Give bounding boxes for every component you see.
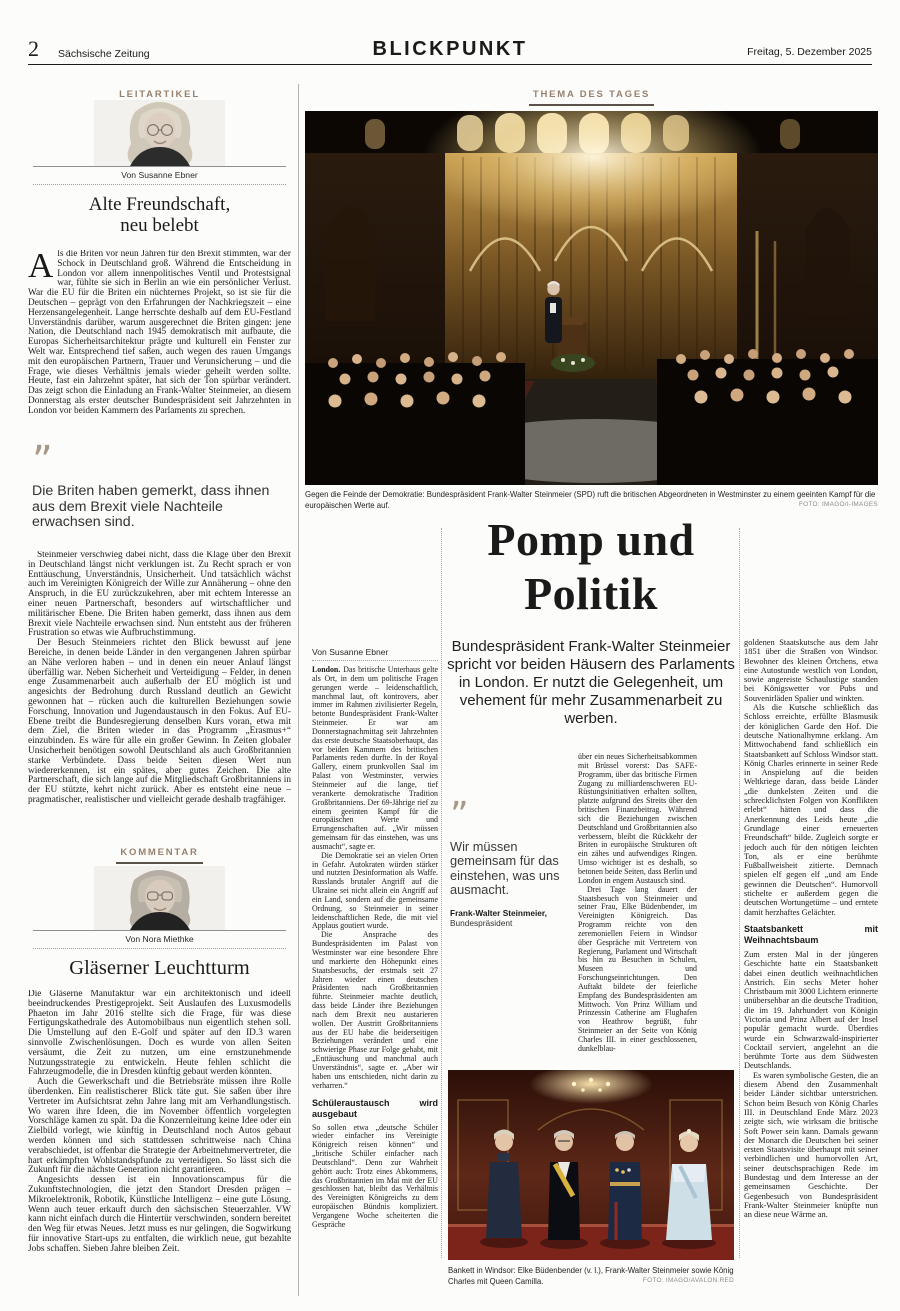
dateline: London. xyxy=(312,666,341,674)
main-headline-line2: Politik xyxy=(524,568,658,619)
banquet-photo xyxy=(448,1070,734,1260)
article-column-4 xyxy=(744,638,878,1290)
issue-date: Freitag, 5. Dezember 2025 xyxy=(747,46,872,58)
article-byline: Von Susanne Ebner xyxy=(312,647,389,657)
author-photo-susanne-ebner xyxy=(94,100,225,166)
section-title: BLICKPUNKT xyxy=(372,38,528,60)
banquet-photo-illustration xyxy=(448,1070,734,1260)
leitartikel-paragraph-2: Steinmeier verschwieg dabei nicht, dass die Klage über den Brexit in Deutschland längst nicht verklungen ist. Zu Recht sprach er von Enttäuschung, Unverständnis, Unsicherheit. Und tatsächlich wächst auch im Vereinigten Königreich der Wille zur Annäherung – ohne den Anspruch, in die EU zurückzukehren, aber mit echtem Interesse an einer neuen Partnerschaft, besonders auf wirtschaftlicher und militärischer Ebene. Die Briten haben gemerkt, dass ihnen aus dem Brexit viele Nachteile erwachsen sind. Nun entsteht aus der früheren Frustration so etwas wie Aufbruchstimmung. xyxy=(28,551,291,639)
kommentar-paragraph-3: Angesichts dessen ist ein Innovationscampus für die Zukunftstechnologien, die jetzt den Standort Dresden prägen – Mikroelektronik, Robotik, Künstliche Intelligenz – eine gute Lösung. Wenn auch teuer erkauft durch den sächsischen Steuerzahler. VW kann nicht einfach durch die Hintertür verschwinden, sondern bereitet den Weg für etwas Neues. Jetzt muss es nur gelingen, die Sogwirkung für innovative Start-ups zu entfalten, die wirklich neue, gut bezahlte Jobs schaffen. Sieben Jahre bleiben Zeit. xyxy=(28,1175,291,1254)
header-rule xyxy=(28,64,872,65)
thema-label: THEMA DES TAGES xyxy=(529,89,654,106)
dotted-column-rule-left xyxy=(441,528,442,1258)
kommentar-paragraph-1: Die Gläserne Manufaktur war ein architektonisch und ideell beeindruckendes Prestigeprojekt. Seit Auslaufen des Luxusmodells Phaeton im Jahr 2016 stellte sich die Frage, für was diese Fertigungskathedrale des Automobilbaus nun eigentlich stehen soll. Die Umstellung auf den E-Golf und später auf den ID.3 waren sinnvolle Zwischenlösungen. Doch es wurde von allen Seiten versäumt, die Zeit zu nutzen, um eine ernstzunehmende Nutzungsstrategie zu entwickeln. Heute fehlen schlicht die Fahrzeugmodelle, die in Dresden künftig gebaut werden könnten. xyxy=(28,990,291,1078)
photo1-caption-block xyxy=(305,490,878,514)
pullquote-attribution-name: Frank-Walter Steinmeier, xyxy=(450,907,547,918)
leitartikel-title-line1: Alte Freundschaft, xyxy=(88,194,231,215)
main-headline-line1: Pomp und xyxy=(487,514,695,565)
audience-left xyxy=(305,352,525,485)
leitartikel-label: LEITARTIKEL xyxy=(115,89,204,106)
leitartikel-pullquote xyxy=(32,438,287,531)
kommentar-body xyxy=(28,990,291,1290)
leitartikel-paragraph-1: Als die Briten vor neun Jahren für den Brexit stimmten, war der Schock in Deutschland groß. Während die Entscheidung in London vor allem innenpolitisches Ventil und Protestsignal war, fühlte sie sich in Berlin an wie ein persönlicher Verlust. War die EU für die Briten ein nüchternes Projekt, so ist sie für die Deutschen – geprägt von den Erfahrungen der Nachkriegszeit – eine Herzensangelegenheit. Lange herrschte deshalb auf dem EU-Festland Unverständnis darüber, warum ausgerechnet die Briten gingen: jene Nation, die Deutschland nach 1945 demokratisch mit aufbaute, die Europas Sicherheitsarchitektur prägte und kulturell ein Fenster zur Welt war. Entsprechend tief saßen, auch wegen des rauen Umgangs mit den europäischen Partnern, Trauer und Verunsicherung – und die Frage, wie dieses Verhältnis jemals wieder geheilt werden sollte. Heute, fast ein Jahrzehnt später, hat sich der Ton spürbar verändert. Das zeigt schon die Einladung an Frank-Walter Steinmeier, an diesem Donnerstag als erster deutscher Bundespräsident seit Jahrzehnten in London vor beiden Kammern des Parlaments zu sprechen. xyxy=(28,250,291,416)
column-divider xyxy=(298,84,299,1296)
dotted-column-rule-right xyxy=(739,528,740,1258)
leitartikel-body-1 xyxy=(28,250,291,446)
standfirst: Bundespräsident Frank-Walter Steinmeier spricht vor beiden Häusern des Parlaments in London. Er nutzt die Gelegenheit, um vehement für mehr Zusammenarbeit zu werben. xyxy=(447,638,735,727)
article-paragraph: Als die Kutsche schließlich das Schloss erreichte, erfüllte Blasmusik der königlichen Garde den Hof. Die deutsche Nationalhymne erklang. Am Mittwochabend fand schließlich ein Staatsbankett auf Schloss Windsor statt. König Charles erinnerte in seiner Rede in Anspielung auf die beiden Weltkriege daran, dass beide Länder „die dunkelsten Zeiten und die schrecklichsten Folgen von Konflikten erlebt“ hätten und dass die Anerkennung des Leids heute „die Grundlage einer erneuerten Freundschaft“ bilde. Zugleich sorgte er jedoch auch für den nötigen leichten Ton, als er eine berühmte Fußballweisheit zitierte. Demnach spielen elf gegen elf „und am Ende gewinnen die Deutschen“. Humorvoll stichelte er außerdem gegen die deutschen Wortungetüme – und erntete damit herzhaftes Gelächter. xyxy=(744,703,878,917)
article-paragraph: Die Demokratie sei an vielen Orten in Gefahr. Autokraten würden stärker und nutzten Desinformation als Waffe. Russlands brutaler Angriff auf die Ukraine sei nicht allein ein Angriff auf ein Land, sondern auf die gemeinsame Ordnung, so Steinmeier in seiner leidenschaftlichen Rede, die mit viel Applaus goutiert wurde. xyxy=(312,850,438,931)
thema-label-wrap xyxy=(305,84,878,106)
article-column-1 xyxy=(312,666,438,1296)
leitartikel-title xyxy=(28,194,291,236)
article-paragraph: goldenen Staatskutsche aus dem Jahr 1851 über die Straßen von Windsor. Bewohner des kleinen Örtchens, etwa eine Autostunde westlich von London, sowie angereiste Schaulustige standen bei Königswetter vor Pubs und Souvenirläden Spalier und winkten. xyxy=(744,638,878,703)
main-pullquote xyxy=(450,795,568,928)
drop-cap: A xyxy=(28,250,54,285)
photo2-caption-block xyxy=(448,1266,734,1290)
newspaper-name: Sächsische Zeitung xyxy=(58,48,150,60)
article-paragraph: London. Das britische Unterhaus gelte als Ort, in dem um politische Fragen gerungen werde – leidenschaftlich, manchmal laut, oft kontrovers, aber immer im Rahmen zivilisierter Regeln, betonte Bundespräsident Frank-Walter Steinmeier. Er war am Donnerstagnachmittag seit Jahrzehnten das erste deutsche Staatsoberhaupt, das vor beiden Kammern des britischen Parlaments reden durfte. In der Royal Gallery, einem prunkvollen Saal im Palast von Westminster, verwies Steinmeier auf die lange, tief verankerte demokratische Tradition Großbritanniens. Der 69-Jährige rief zu einem geeinten Kampf für die europäischen Werte und Errungenschaften auf. „Wir müssen gemeinsam für das einstehen, was uns ausmacht“, sagte er. xyxy=(312,666,438,851)
article-paragraph: Die Ansprache des Bundespräsidenten im Palast von Westminster war eine besondere Ehre und markierte den Höhepunkt eines Staatsbesuchs, der erstmals seit 27 Jahren wieder einen deutschen Präsidenten nach Großbritannien führte. Steinmeier machte deutlich, dass beide Länder ihre Beziehungen nach dem Brexit neu austarieren wollen. Der Austritt Großbritanniens aus der EU habe die beiderseitigen Beziehungen verändert und eine schwierige Phase zur Folge gehabt, mit „Enttäuschung und manchmal auch Unverständnis“, sagte er. „Aber wir haben uns entschieden, nicht darin zu verharren.“ xyxy=(312,930,438,1090)
kommentar-paragraph-2: Auch die Gewerkschaft und die Betriebsräte müssen ihre Rolle überdenken. Ein realistischerer Blick täte gut. Sie saßen über ihre Vertreter im Aufsichtsrat zehn Jahre lang mit am Verhandlungstisch. Wo waren ihre Ideen, die im November öffentlich vorgelegten Vorschläge kamen zu spät. Da die Konzernleitung keine Idee oder ein Zielbild vorlegt, wie künftig in Deutschland noch Autos gebaut werden können und sich stattdessen schrittweise nach China verabschiedet, ist offenbar die Strategie der Arbeitnehmervertreter, die hart erkämpften Wohlstandspfunde zu verteidigen. So lässt sich die Zukunft für die nächste Generation nicht garantieren. xyxy=(28,1077,291,1176)
article-byline-rule xyxy=(312,660,438,661)
leitartikel-body-2 xyxy=(28,551,291,839)
kommentar-label-wrap xyxy=(28,842,291,864)
leitartikel-title-line2: neu belebt xyxy=(120,215,199,236)
author-portrait-illustration xyxy=(94,866,225,930)
byline-dotted-rule xyxy=(33,184,286,185)
quote-mark-icon: ” xyxy=(450,795,469,836)
article-paragraph: So sollen etwa „deutsche Schüler wieder einfacher ins Vereinigte Königreich reisen können“ und „britische Schüler einfacher nach Deutschland“. Denn zur Wahrheit gehört auch: Trotz eines Abkommens, das Großbritannien im Mai mit der EU geschlossen hat, bleibt das Verhältnis des Vereinigten Königreichs zu dem europäischen Bündnis kompliziert. Vergangene Woche scheiterten die Gespräche xyxy=(312,1122,438,1229)
article-paragraph: über ein neues Sicherheitsabkommen mit Brüssel vorerst: Das SAFE-Programm, über das britische Firmen Zugang zu milliardenschweren EU-Rüstungsinitiativen erhalten sollten, platzte aufgrund des Streits über den britischen Finanzbeitrag. Während sich die Beziehungen zwischen Deutschland und Großbritannien also verbessern, bleibt die Rückkehr der Briten in europäische Strukturen oft ein zähes und aufwendiges Ringen. Umso wichtiger ist es deshalb, so betonen beide Seiten, dass Berlin und London in engem Austausch sind. xyxy=(578,753,697,885)
byline-dotted-rule xyxy=(33,948,286,949)
article-paragraph: Es waren symbolische Gesten, die an diesem Abend den Zusammenhalt beider Länder sichtbar unterstrichen. Schon beim Besuch von König Charles III. in Deutschland Ende März 2023 zeigte sich, wie wirksam die britische Soft Power sein kann. Damals gewann der Monarch die Deutschen bei seiner ersten Staatsvisite überhaupt mit seiner verbindlichen und humorvollen Art, seiner deutschsprachigen Rede im Bundestag und dem Interesse an der gemeinsamen Geschichte. Der Gegenbesuch von Bundespräsident Frank-Walter Steinmeier knüpfte nun an diese neue Wärme an. xyxy=(744,1070,878,1220)
byline-rule xyxy=(33,930,286,931)
leitartikel-pullquote-text: Die Briten haben gemerkt, dass ihnen aus dem Brexit viele Nachteile erwachsen sind. xyxy=(32,483,270,531)
article-column-3 xyxy=(578,753,697,1059)
photo2-caption: Bankett in Windsor: Elke Büdenbender (v. l.), Frank-Walter Steinmeier sowie König Charles mit Queen Camilla. xyxy=(448,1266,734,1286)
pullquote-attribution-role: Bundespräsident xyxy=(450,917,513,928)
author-portrait-illustration xyxy=(94,100,225,166)
audience-right xyxy=(657,349,878,485)
article-subhead: Schüleraustausch wird ausgebaut xyxy=(312,1097,438,1119)
quote-mark-icon: ” xyxy=(32,438,53,484)
article-paragraph: Drei Tage lang dauert der Staatsbesuch von Steinmeier und seiner Frau, Elke Büdenbender, im Vereinigten Königreich. Das Programm reichte von den zeremoniellen Feiern in Windsor über Gespräche mit Vertretern von Regierung, Parlament und Wirtschaft bis hin zu Besuchen in Schulen, Museen und Forschungseinrichtungen. Den Auftakt bildete der feierliche Empfang des Bundespräsidenten am Mittwoch. Von Prinz William und Prinzessin Catherine am Flughafen von Heathrow begrüßt, fuhr Steinmeier an der Seite von König Charles III. in einer geschlossenen, dunkelblau- xyxy=(578,884,697,1053)
kommentar-title: Gläserner Leuchtturm xyxy=(69,957,250,979)
photo1-caption: Gegen die Feinde der Demokratie: Bundespräsident Frank-Walter Steinmeier (SPD) ruft die britischen Abgeordneten in Westminster zu einem geeinten Kampf für die europäischen Werte auf. xyxy=(305,490,876,510)
kommentar-byline: Von Nora Miethke xyxy=(125,934,194,944)
main-headline xyxy=(448,513,734,621)
author-photo-nora-miethke xyxy=(94,866,225,930)
photo1-credit: FOTO: IMAGO/I-IMAGES xyxy=(798,501,878,508)
leitartikel-paragraph-3: Der Besuch Steinmeiers richtet den Blick bewusst auf jene Bereiche, in denen beide Länder in den vergangenen Jahren spürbar an Nähe verloren haben – und in denen ein neuer Anlauf längst überfällig war. Neben Sicherheit und Verteidigung – Felder, in denen enge Zusammenarbeit auch außerhalb der EU möglich ist und angesichts der Bedrohung durch Russland deutlich an Gewicht gewonnen hat – rücken auch die kulturellen Beziehungen sowie Forschung, Innovation und Jugendaustausch in den Fokus. Auf EU-Ebene treibt die Bundesregierung denselben Kurs voran, etwa mit dem Ziel, die Briten wieder in das Programm „Erasmus+“ einzubinden. Es wäre für alle ein großer Gewinn. In Zeiten globaler Unsicherheit benötigen sowohl Deutschland als auch Großbritannien starke Verbündete. Dass beide Seiten diesen Wert nun wiedererkennen, ist ein spätes, aber gutes Zeichen. Die alte Partnerschaft, die sich lange auf die Mitgliedschaft Großbritanniens in der EU stützte, kehrt nicht zurück. Aber es entsteht eine neue – pragmatischer, realistischer und vielleicht gerade deshalb tragfähiger. xyxy=(28,638,291,805)
westminster-photo-illustration xyxy=(305,111,878,485)
main-pullquote-text: Wir müssen gemeinsam für das einstehen, was uns ausmacht. xyxy=(450,839,560,898)
article-subhead: Staatsbankett mit Weihnachtsbaum xyxy=(744,923,878,945)
leitartikel-byline: Von Susanne Ebner xyxy=(121,170,198,180)
kommentar-label: KOMMENTAR xyxy=(116,847,202,864)
westminster-speech-photo xyxy=(305,111,878,485)
byline-rule xyxy=(33,166,286,167)
photo2-credit: FOTO: IMAGO/AVALON.RED xyxy=(642,1277,734,1284)
page-number: 2 xyxy=(28,36,39,61)
article-paragraph: Zum ersten Mal in der jüngeren Geschichte hatte ein Staatsbankett dabei einen deutlich weihnachtlichen Anstrich. Ein sechs Meter hoher Christbaum mit 3000 Lichtern erinnerte unübersehbar an die deutsche Tradition, die im 19. Jahrhundert von Königin Victoria und Prinz Albert auf der Insel populär gemacht wurde. Überdies wurde ein Schwarzwald-inspirierter Cocktail serviert, angelehnt an die berühmte Torte aus dem Südwesten Deutschlands. xyxy=(744,949,878,1071)
